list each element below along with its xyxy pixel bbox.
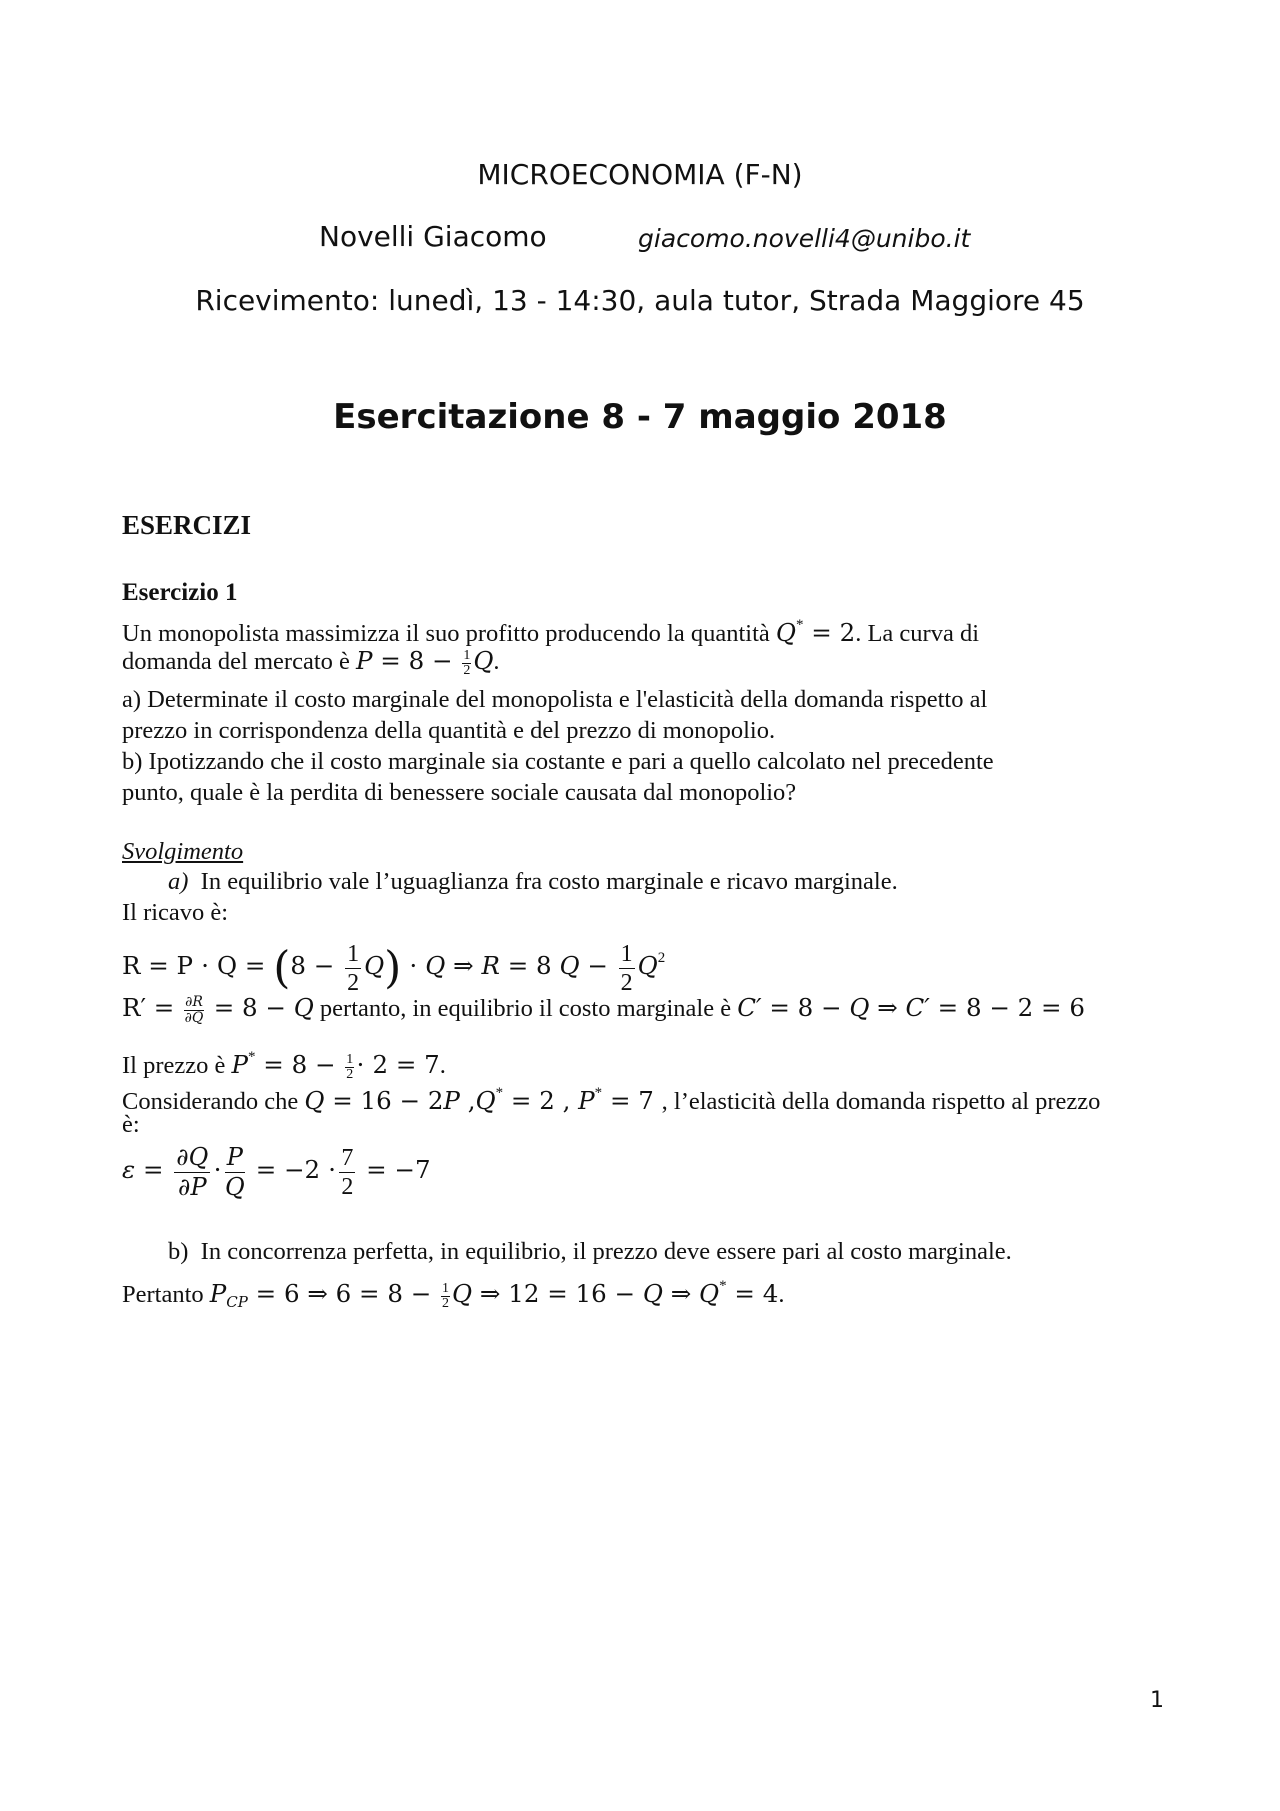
solution-label: Svolgimento: [122, 838, 244, 865]
course-title: MICROECONOMIA (F-N): [477, 158, 803, 191]
revenue-equation: R = P ⋅ Q = (8 − $\frac{1}{2}$ Q) ⋅ Q ⇒ R = 8 Q − $\frac{1}{2}$ $Q^2$: [122, 940, 666, 996]
page-number: 1: [1150, 1688, 1164, 1713]
tutor-email: giacomo.novelli4@unibo.it: [638, 224, 971, 253]
competitive-equation: Pertanto $P_{CP} = 6$ ⇒ 6 = 8 − $\frac{1}{2}$ Q ⇒ 12 = 16 − Q ⇒ Q* = 4.: [122, 1278, 785, 1311]
elasticity-intro-cont: è:: [122, 1111, 140, 1138]
office-hours: Ricevimento: lunedì, 13 - 14:30, aula tutor, Strada Maggiore 45: [195, 284, 1085, 317]
page-title: Esercitazione 8 - 7 maggio 2018: [333, 397, 947, 437]
elasticity-equation: ε = $\frac{\partial Q}{\partial P}$ ⋅ $\frac{P}{Q}$ = −2 ⋅ $\frac{7}{2}$ = −7: [122, 1142, 431, 1201]
exercise-line-2: domanda del mercato è P = 8 − $\frac{1}{2}$ Q.: [122, 646, 500, 678]
exercise-heading: Esercizio 1: [122, 579, 238, 606]
ricavo-label: Il ricavo è:: [122, 899, 229, 926]
solution-b-line: b) In concorrenza perfetta, in equilibrio, il prezzo deve essere pari al costo marginale.: [168, 1238, 1012, 1265]
price-equation: Il prezzo è P* = 8 − $\frac{1}{2}$ ⋅ 2 = 7.: [122, 1049, 446, 1082]
section-heading: ESERCIZI: [122, 510, 252, 540]
solution-a-line: a) In equilibrio vale l’uguaglianza fra costo marginale e ricavo marginale.: [168, 868, 898, 895]
question-b: b) Ipotizzando che il costo marginale sia costante e pari a quello calcolato nel precedente: [122, 748, 994, 775]
question-b-cont: punto, quale è la perdita di benessere sociale causata dal monopolio?: [122, 779, 797, 806]
tutor-name: Novelli Giacomo: [319, 220, 547, 253]
exercise-line-1: Un monopolista massimizza il suo profitto producendo la quantità Q* = 2. La curva di: [122, 617, 980, 647]
question-a-cont: prezzo in corrispondenza della quantità e del prezzo di monopolio.: [122, 717, 776, 744]
marginal-revenue-equation: R′ = $\frac{\partial R}{\partial Q}$ = 8 − Q pertanto, in equilibrio il costo marginale è C′ = 8 − Q ⇒ C′ = 8 − 2 = 6: [122, 993, 1085, 1026]
elasticity-intro: Considerando che Q = 16 − 2P ,Q* = 2 , P* = 7 , l’elasticità della domanda rispetto al prezzo: [122, 1085, 1101, 1115]
question-a: a) Determinate il costo marginale del monopolista e l'elasticità della domanda rispetto al: [122, 686, 988, 713]
